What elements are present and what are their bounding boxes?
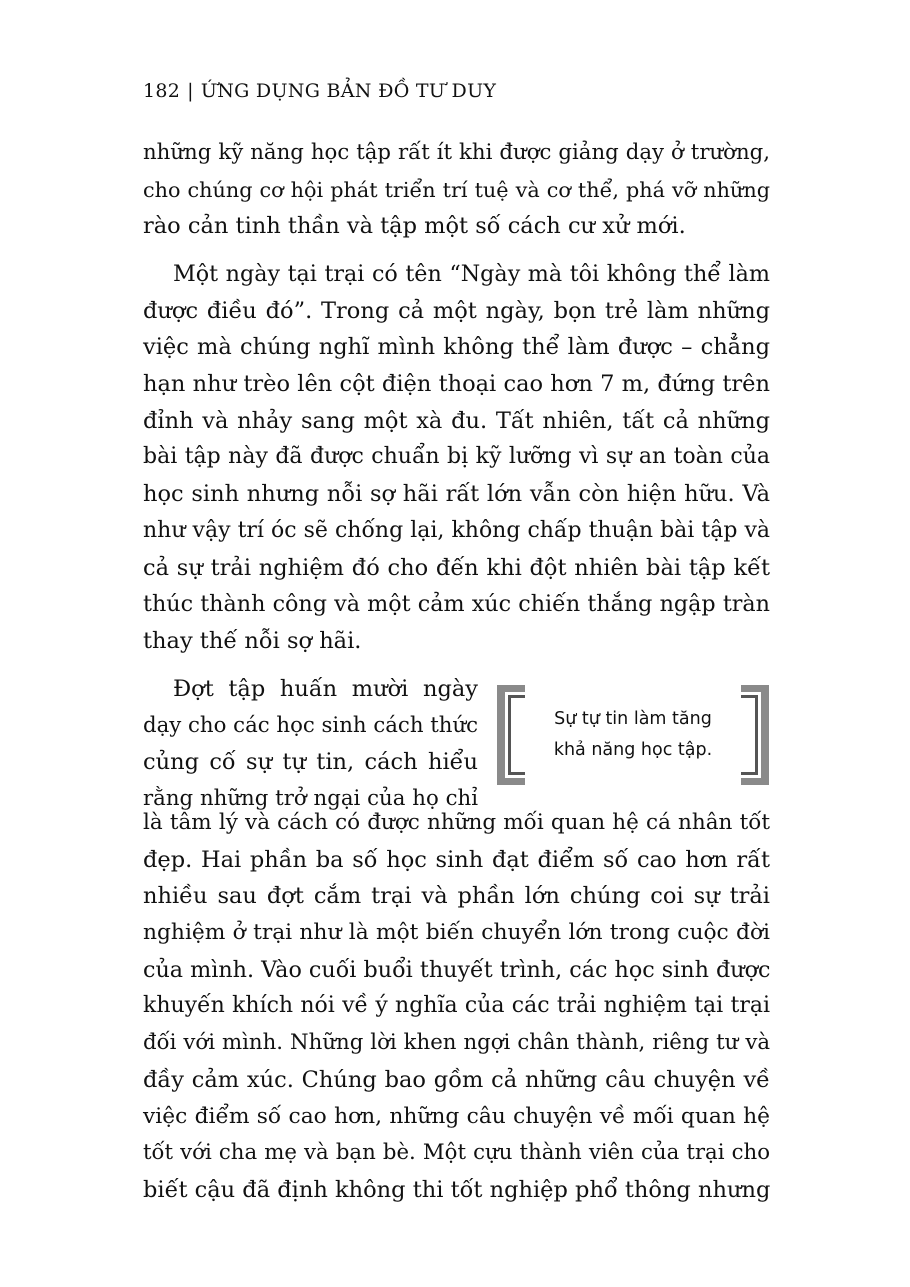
- text-line: như vậy trí óc sẽ chống lại, không chấp thuận bài tập và: [143, 517, 770, 543]
- text-line: những kỹ năng học tập rất ít khi được giảng dạy ở trường,: [143, 140, 770, 165]
- text-line: nghiệm ở trại như là một biến chuyển lớn trong cuộc đời: [143, 920, 770, 946]
- text-line: việc điểm số cao hơn, những câu chuyện về mối quan hệ: [143, 1103, 770, 1129]
- text-line: tốt với cha mẹ và bạn bè. Một cựu thành viên của trại cho: [143, 1140, 770, 1166]
- header-separator: |: [187, 80, 194, 102]
- text-line: thay thế nỗi sợ hãi.: [143, 627, 362, 654]
- text-line: đỉnh và nhảy sang một xà đu. Tất nhiên, tất cả những: [143, 407, 770, 434]
- text-line: của mình. Vào cuối buổi thuyết trình, các học sinh được: [143, 956, 771, 983]
- text-line: cả sự trải nghiệm đó cho đến khi đột nhiên bài tập kết: [143, 554, 770, 581]
- text-line: rào cản tinh thần và tập một số cách cư xử mới.: [143, 213, 686, 240]
- pull-quote-line: khả năng học tập.: [553, 740, 713, 760]
- left-bracket-icon: [497, 685, 529, 785]
- text-line: dạy cho các học sinh cách thức: [143, 712, 479, 738]
- paragraph-3-continued: [143, 805, 770, 1209]
- text-line: rằng những trở ngại của họ chỉ: [143, 786, 478, 812]
- text-line: đầy cảm xúc. Chúng bao gồm cả những câu chuyện về: [143, 1066, 770, 1093]
- text-line: Một ngày tại trại có tên “Ngày mà tôi không thể làm: [173, 261, 770, 287]
- pull-quote-line: Sự tự tin làm tăng: [554, 709, 712, 729]
- page-number: 182: [143, 80, 181, 102]
- text-line: củng cố sự tự tin, cách hiểu: [143, 749, 478, 776]
- paragraph-3-beside-quote: [143, 671, 478, 818]
- text-line: là tâm lý và cách có được những mối quan hệ cá nhân tốt: [143, 810, 770, 835]
- running-head: [143, 80, 496, 102]
- paragraph-1: [143, 135, 770, 245]
- text-line: Đợt tập huấn mười ngày: [173, 676, 478, 702]
- paragraph-2: [143, 256, 770, 660]
- text-line: hạn như trèo lên cột điện thoại cao hơn 7 m, đứng trên: [143, 371, 770, 398]
- text-line: khuyến khích nói về ý nghĩa của các trải nghiệm tại trại: [143, 993, 770, 1019]
- right-bracket-icon: [737, 685, 769, 785]
- text-line: việc mà chúng nghĩ mình không thể làm được – chẳng: [143, 334, 770, 361]
- text-line: đẹp. Hai phần ba số học sinh đạt điểm số cao hơn rất: [143, 846, 770, 873]
- text-line: học sinh nhưng nỗi sợ hãi rất lớn vẫn còn hiện hữu. Và: [143, 481, 770, 508]
- text-line: thúc thành công và một cảm xúc chiến thắng ngập tràn: [143, 591, 770, 618]
- pull-quote: [497, 685, 769, 785]
- text-line: đối với mình. Những lời khen ngợi chân thành, riêng tư và: [143, 1030, 770, 1056]
- text-line: nhiều sau đợt cắm trại và phần lớn chúng coi sự trải: [143, 883, 770, 910]
- text-line: biết cậu đã định không thi tốt nghiệp phổ thông nhưng: [143, 1176, 771, 1203]
- book-title: ỨNG DỤNG BẢN ĐỒ TƯ DUY: [200, 80, 497, 102]
- text-line: được điều đó”. Trong cả một ngày, bọn trẻ làm những: [143, 297, 770, 324]
- pull-quote-text: [533, 704, 733, 766]
- text-line: bài tập này đã được chuẩn bị kỹ lưỡng vì sự an toàn của: [143, 444, 770, 470]
- text-line: cho chúng cơ hội phát triển trí tuệ và cơ thể, phá vỡ những: [143, 177, 770, 202]
